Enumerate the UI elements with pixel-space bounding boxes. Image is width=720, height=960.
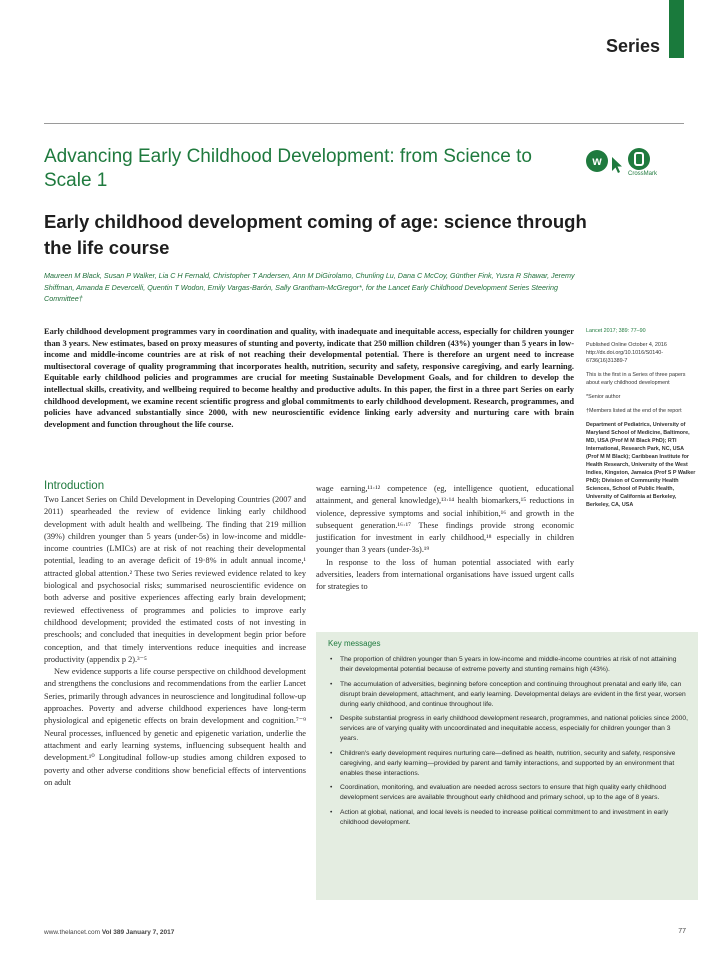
series-title: Advancing Early Childhood Development: from Science to Scale 1 <box>44 146 532 191</box>
key-message-text: Despite substantial progress in early childhood development research, programmes, and national policies since 2000, services are of varying quality with uncoordinated and inequitable access, especially for children younger than 3 years. <box>340 715 688 742</box>
list-item: • Children's early development requires nurturing care—defined as health, nutrition, security and safety, responsive caregiving, and early learning—provided by parent and family interactions, and supported by an environment that enables these interactions. <box>330 749 676 777</box>
header-icons <box>586 146 666 186</box>
series-note: This is the first in a Series of three papers about early childhood development <box>586 372 686 386</box>
footer-site[interactable]: www.thelancet.com <box>44 929 100 936</box>
footer-date: January 7, 2017 <box>125 929 175 936</box>
introduction-column-2 <box>316 483 574 594</box>
paragraph: New evidence supports a life course perspective on childhood development and strengthens the conclusions and recommendations from the earlier Lancet Series, primarily through advances in neuroscience and longitudinal follow-up approaches. Poverty and adverse childhood experiences have long-term physiological and epigenetic effects on brain development and cognition.⁷⁻⁹ Neural processes, influenced by genetic and epigenetic variation, underlie the attachment and early learning systems, influencing subsequent health and development.¹⁰ Longitudinal follow-up studies among children exposed to poverty and other adverse conditions show beneficial effects of interventions on adult <box>44 667 306 787</box>
abstract: Early childhood development programmes vary in coordination and quality, with inadequate and inequitable access, especially for children younger than 3 years. New estimates, based on proxy measures of stunting and poverty, indicate that 250 million children (43%) younger than 5 years in low-income and middle-income countries are at risk of not reaching their developmental potential. There is therefore an urgent need to increase multisectoral coverage of quality programming that incorporates health, nutrition, security and safety, responsive caregiving, and early learning. Equitable early childhood policies and programmes are crucial for meeting Sustainable Development Goals, and for children to develop the intellectual skills, creativity, and wellbeing required to become healthy and productive adults. In this paper, the first in a three part Series on early childhood development, we examine recent scientific progress and global commitments to early childhood development. Research, programmes, and policies have advanced substantially since 2000, with new neuroscientific evidence linking early adversity and nurturing care with brain development and function throughout the life course. <box>44 327 574 429</box>
key-message-text: The accumulation of adversities, beginning before conception and continuing throughout prenatal and early life, can disrupt brain development, attachment, and early learning. Developmental delays are evident in the first year, worsen during early childhood, and continue throughout life. <box>340 680 686 708</box>
key-messages-list <box>328 655 688 828</box>
list-item: • Despite substantial progress in early childhood development research, programmes, and national policies since 2000, services are of varying quality with uncoordinated and inequitable access, especially for children younger than 3 years. <box>330 715 688 742</box>
citation: Lancet 2017; 389: 77–90 <box>586 328 646 334</box>
key-messages-title: Key messages <box>328 639 381 648</box>
crossmark-icon[interactable] <box>628 148 650 170</box>
list-item: • Coordination, monitoring, and evaluation are needed across sectors to ensure that high quality early childhood development services are available throughout early childhood and primary school, up to the age of 8 years. <box>330 784 667 801</box>
introduction-heading: Introduction <box>44 480 105 492</box>
series-label: Series <box>605 36 660 56</box>
lancet-w-logo-icon[interactable]: w <box>586 150 608 172</box>
senior-author-note: *Senior author <box>586 394 621 400</box>
list-item: • The accumulation of adversities, beginning before conception and continuing throughout prenatal and early life, can disrupt brain development, attachment, and early learning. Developmental delays are evident in the first year, worsen during early childhood, and continue throughout life. <box>330 680 686 708</box>
key-message-text: Action at global, national, and local levels is needed to increase political commitment to and investment in early childhood development. <box>340 808 669 826</box>
affiliations: Department of Pediatrics, University of Maryland School of Medicine, Baltimore, MD, USA (Prof M M Black PhD); RTI International, Research Park, NC, USA (Prof M M Black); Caribbean Institute for Health Research, University of the West Indies, Kingston, Jamaica (Prof S P Walker PhD); Division of Community Health Sciences, School of Public Health, University of California at Berkeley, Berkeley, CA, USA <box>586 422 696 508</box>
cursor-icon <box>610 156 624 174</box>
introduction-column-1 <box>44 494 306 789</box>
key-message-text: Children's early development requires nurturing care—defined as health, nutrition, security and safety, responsive caregiving, and early learning—provided by parent and family interactions, and supported by an environment that enables these interactions. <box>340 749 676 777</box>
paragraph: Two Lancet Series on Child Development in Developing Countries (2007 and 2011) spearheaded the review of evidence linking early childhood development with adult health and wellbeing. The finding that 219 million (39%) children younger than 5 years (under-5s) in low-income and middle-income countries (LMICs) are at risk of not reaching their developmental potential, leading to an average deficit of 19·8% in adult annual income,¹ attracted global attention.² These two Series reviewed evidence related to key biological and psychosocial risks; summarised neuroscientific evidence on both adverse and positive experiences affecting early brain development; reviewed effectiveness of programmes and policies to improve early childhood development; provided the estimated costs of not investing in preschools; and concluded that inequities in development begin prior before conception, and that timely interventions reduce inequities and increase productivity (appendix p 2).³⁻⁵ <box>44 495 306 664</box>
page-number: 77 <box>678 928 686 935</box>
footer-volume: Vol 389 <box>101 929 125 936</box>
paragraph: wage earning,¹¹·¹² competence (eg, intelligence quotient, educational attainment, and general knowledge),¹³·¹⁴ health biomarkers,¹⁵ reductions in violence, depressive symptoms and social inhibition,¹⁶ and growth in the subsequent generation.¹⁶·¹⁷ These findings provide strong economic justification for investment in early childhood,¹⁸ especially in children younger than 3 years (under-3s).¹⁹ <box>316 484 574 555</box>
key-message-text: Coordination, monitoring, and evaluation are needed across sectors to ensure that high quality early childhood development services are available throughout early childhood and primary school, up to the age of 8 years. <box>340 784 667 801</box>
key-message-text: The proportion of children younger than 5 years in low-income and middle-income countries at risk of not attaining their developmental potential because of extreme poverty and stunting remains high (43%). <box>340 656 677 673</box>
series-accent-bar <box>669 0 684 58</box>
header-divider <box>44 123 684 124</box>
members-note: †Members listed at the end of the report <box>586 408 682 414</box>
paper-title: Early childhood development coming of age: science through the life course <box>44 211 587 258</box>
sidebar-notes <box>586 327 696 515</box>
published-online[interactable]: Published Online October 4, 2016 http://dx.doi.org/10.1016/S0140-6736(16)31389-7 <box>586 342 667 364</box>
list-item: • The proportion of children younger than 5 years in low-income and middle-income countries at risk of not attaining their developmental potential because of extreme poverty and stunting remains high (43%). <box>330 656 677 673</box>
key-messages-panel <box>316 632 698 900</box>
paragraph: In response to the loss of human potential associated with early adversities, leaders from international organisations have issued urgent calls for strategies to <box>316 557 574 592</box>
footer-journal <box>44 929 174 936</box>
list-item: • Action at global, national, and local levels is needed to increase political commitment to and investment in early childhood development. <box>330 808 669 826</box>
author-list: Maureen M Black, Susan P Walker, Lia C H Fernald, Christopher T Andersen, Ann M DiGirolamo, Chunling Lu, Dana C McCoy, Günther Fink, Yusra R Shawar, Jeremy Shiffman, Amanda E Devercelli, Quentin T Wodon, Emily Vargas-Barón, Sally Grantham-McGregor*, for the Lancet Early Childhood Development Series Steering Committee† <box>44 271 575 303</box>
crossmark-caption: CrossMark <box>628 171 658 177</box>
